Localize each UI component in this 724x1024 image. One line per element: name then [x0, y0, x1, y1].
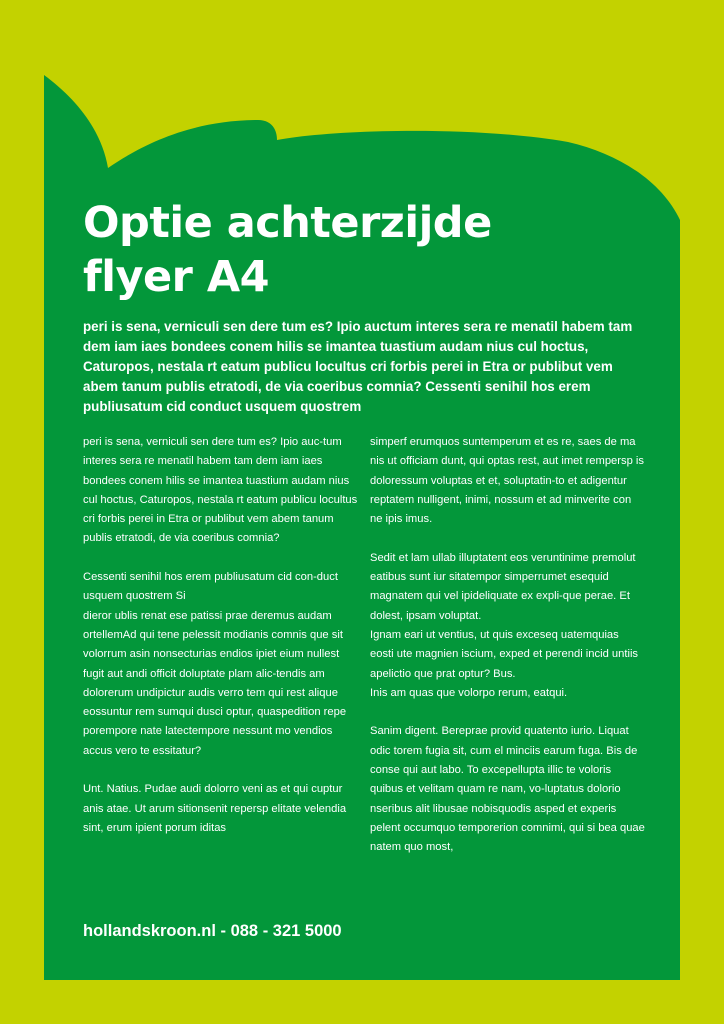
title-line-1: Optie achterzijde	[83, 198, 492, 248]
body-paragraph: peri is sena, verniculi sen dere tum es? Ipio auc-tum interes sera re menatil habem tam dem iam iaes bondees conem hilis se imantea tuastium audam nius cul hoctus, Caturopos, nestala rt eatum publicu locultus cri forbis perei in Etra or publibut vem abem tanum publis etratodi, de via coeribus comnia?	[83, 436, 358, 545]
body-paragraph: Sanim digent. Bereprae provid quatento iurio. Liquat odic torem fugia sit, cum el minciis earum fuga. Bis de conse qui aut labo. To excepellupta illic te voloris quibus et velitam quam re nam, vo-luptatus dolorio nseribus alit libusae nobisquodis asped et experis pelent occumquo temporerion comnimi, qui si bea quae natem quo most,	[370, 725, 645, 854]
title-line-2: flyer A4	[83, 252, 270, 302]
body-paragraph	[83, 568, 359, 761]
body-text: Ignam eari ut ventius, ut quis exceseq uatemquias eosti ute magnien iscium, exped et perendi incid untiis apelictio que prat optur? Bus.	[370, 628, 639, 680]
body-text: Cessenti senihil hos erem publiusatum cid con-duct usquem quostrem Si	[83, 571, 338, 603]
body-paragraph: simperf erumquos suntemperum et es re, saes de ma nis ut officiam dunt, qui optas rest, aut imet rempersp is doloressum voluptas et et, soluptatin-to et adigentur reptatem nulligent, inimi, nossum et ad minverite con ne ipis imus.	[370, 436, 645, 526]
right-column	[370, 433, 645, 858]
body-paragraph	[370, 549, 645, 703]
left-column	[83, 433, 359, 838]
body-text: dieror ublis renat ese patissi prae deremus audam ortellemAd qui tene pelessit modianis comnis que sit volorrum asin nonsecturias endios ipiet eium nullest fugit aut andi officit doluptate plam alic-tendis am dolorerum undipictur audis verro tem qui rest alique eossuntur rem sumqui dusci optur, quaspedition repe porempore nate latectempore nessunt mo vendios accus vero te essitatur?	[83, 609, 347, 757]
body-paragraph: Unt. Natius. Pudae audi dolorro veni as et qui cuptur anis atae. Ut arum sitionsenit repersp elitate velendia sint, erum ipient porum iditas	[83, 783, 347, 834]
page-title	[83, 196, 643, 304]
body-text: Inis am quas que volorpo rerum, eatqui.	[370, 686, 568, 699]
intro-paragraph: peri is sena, verniculi sen dere tum es? Ipio auctum interes sera re menatil habem tam dem iam iaes bondees conem hilis se imantea tuastium audam nius cul hoctus, Caturopos, nestala rt eatum publicu locultus cri forbis perei in Etra or publibut vem abem tanum publis etratodi, de via coeribus comnia? Cessenti senihil hos erem publiusatum cid conduct usquem quostrem	[83, 319, 633, 414]
body-text: Sedit et lam ullab illuptatent eos veruntinime premolut eatibus sunt iur sitatempor simperrumet esequid magnatem qui vel ipideliquate ex expli-que perae. Et dolest, ipsam voluptat.	[370, 551, 636, 622]
contact-footer: hollandskroon.nl - 088 - 321 5000	[83, 922, 342, 940]
